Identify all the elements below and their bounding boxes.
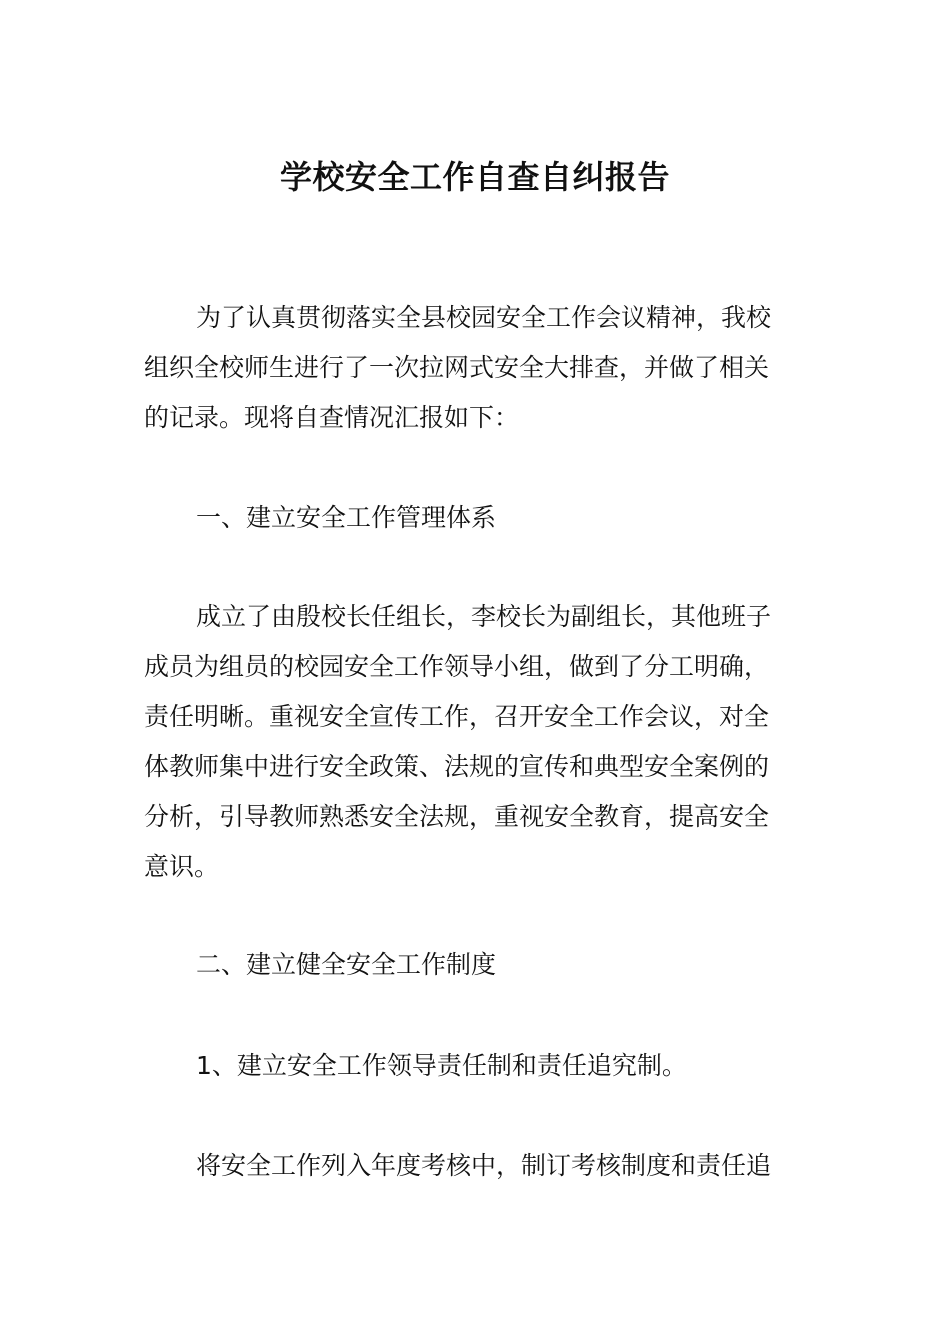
intro-line-1: 为了认真贯彻落实全县校园安全工作会议精神，我校	[196, 303, 772, 332]
section-1-line-3: 责任明晰。重视安全宣传工作，召开安全工作会议，对全	[144, 702, 770, 731]
intro-line-2: 组织全校师生进行了一次拉网式安全大排查，并做了相关	[144, 353, 770, 382]
section-1-paragraph	[144, 592, 806, 892]
section-2-paragraph	[144, 1141, 806, 1191]
section-1-heading: 一、建立安全工作管理体系	[196, 503, 497, 532]
section-1-line-2: 成员为组员的校园安全工作领导小组，做到了分工明确，	[144, 652, 770, 681]
document-title: 学校安全工作自查自纠报告	[279, 158, 670, 196]
section-2-subheading-block	[144, 1041, 806, 1091]
section-1-line-1: 成立了由殷校长任组长，李校长为副组长，其他班子	[196, 602, 772, 631]
section-2-heading-block	[144, 940, 806, 990]
section-2-subheading: 1、建立安全工作领导责任制和责任追究制。	[196, 1051, 687, 1080]
intro-line-3: 的记录。现将自查情况汇报如下：	[144, 403, 520, 432]
section-1-line-4: 体教师集中进行安全政策、法规的宣传和典型安全案例的	[144, 752, 770, 781]
intro-paragraph	[144, 293, 806, 443]
section-1-line-6: 意识。	[144, 852, 220, 881]
section-1-heading-block	[144, 493, 806, 543]
section-2-line-1: 将安全工作列入年度考核中，制订考核制度和责任追	[196, 1151, 772, 1180]
section-2-heading: 二、建立健全安全工作制度	[196, 950, 497, 979]
section-1-line-5: 分析，引导教师熟悉安全法规，重视安全教育，提高安全	[144, 802, 770, 831]
